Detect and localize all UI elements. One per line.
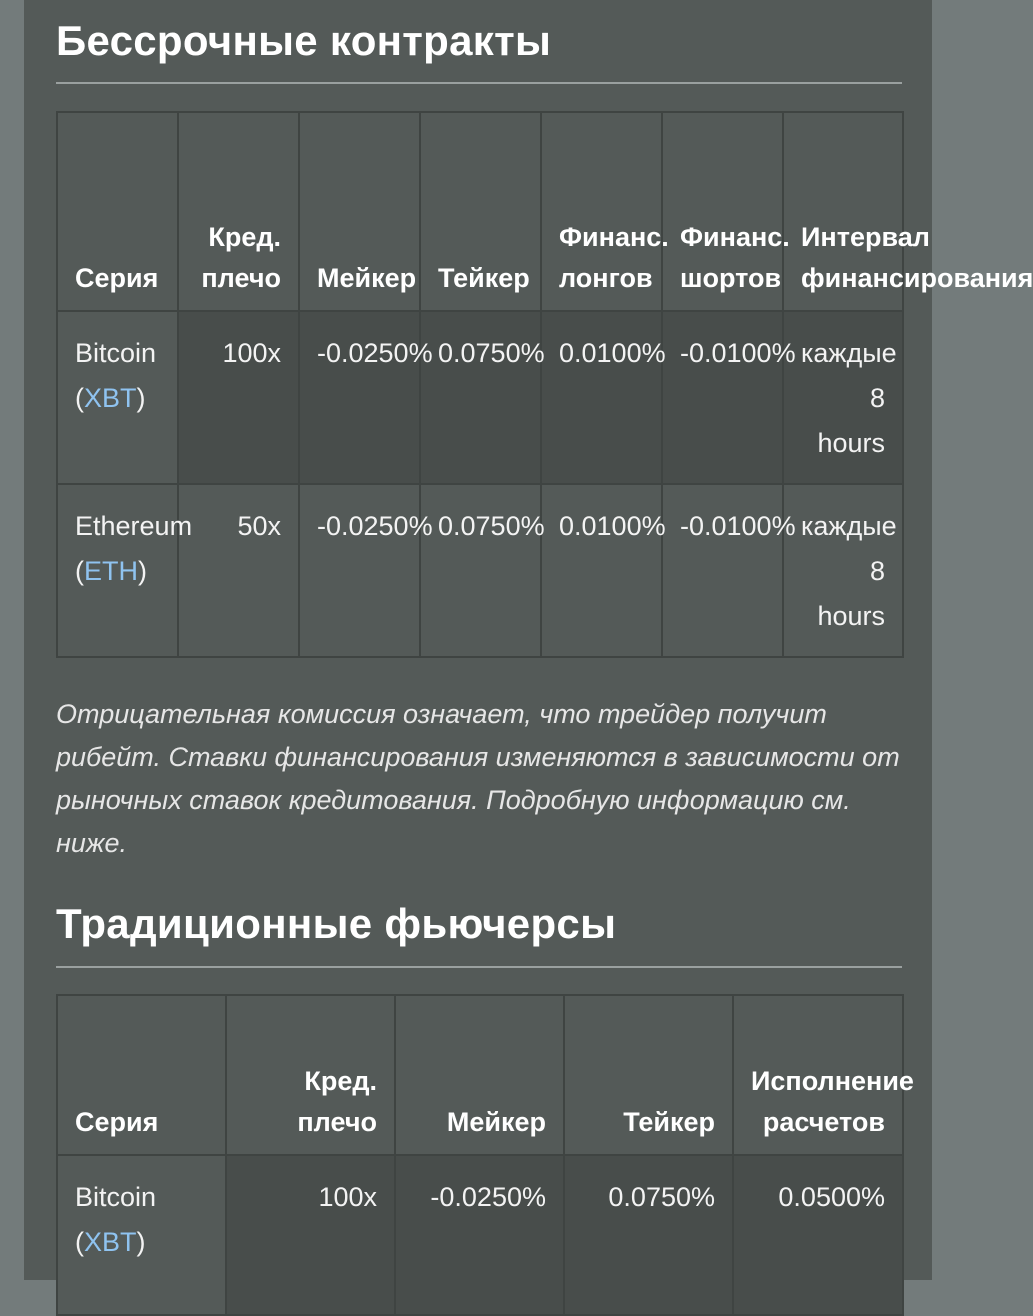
header-settlement: Исполнение расчетов (733, 995, 903, 1155)
header-funding-interval: Интервал финансирования (783, 112, 903, 311)
settlement-cell: 0.0500% (733, 1155, 903, 1315)
header-funding-short: Финанс. шортов (662, 112, 783, 311)
leverage-cell: 100x (178, 311, 299, 484)
funding-short-cell: -0.0100% (662, 311, 783, 484)
leverage-cell: 50x (178, 484, 299, 657)
interval-cell: каждые 8 hours (783, 484, 903, 657)
page-panel (24, 0, 1033, 1280)
maker-cell: -0.0250% (299, 484, 420, 657)
fee-note: Отрицательная комиссия означает, что трейдер получит рибейт. Ставки финансирования изменяются в зависимости от рыночных ставок кредитования. Подробную информацию см. ниже. (56, 699, 900, 858)
perpetual-table (56, 111, 1033, 658)
series-name: Bitcoin (75, 1182, 157, 1212)
series-name: Bitcoin (75, 338, 157, 368)
ticker-link[interactable]: XBT (84, 383, 137, 413)
maker-cell: -0.0250% (299, 311, 420, 484)
series-cell: Ethereum (ETH) (57, 484, 178, 657)
maker-cell: -0.0250% (395, 1155, 564, 1315)
table-row (57, 311, 903, 484)
header-leverage: Кред. плечо (178, 112, 299, 311)
table-header-row (57, 112, 903, 311)
divider (56, 966, 902, 968)
ticker-link[interactable]: ETH (84, 556, 138, 586)
table-row (57, 1155, 903, 1315)
header-maker: Мейкер (299, 112, 420, 311)
series-cell: Bitcoin (XBT) (57, 1155, 226, 1315)
header-series: Серия (57, 112, 178, 311)
header-maker: Мейкер (395, 995, 564, 1155)
header-series: Серия (57, 995, 226, 1155)
series-cell: Bitcoin (XBT) (57, 311, 178, 484)
header-funding-long: Финанс. лонгов (541, 112, 662, 311)
perpetual-title: Бессрочные контракты (56, 17, 552, 64)
futures-table (56, 994, 914, 1316)
taker-cell: 0.0750% (420, 484, 541, 657)
interval-cell: каждые 8 hours (783, 311, 903, 484)
funding-long-cell: 0.0100% (541, 484, 662, 657)
ticker-link[interactable]: XBT (84, 1227, 137, 1257)
header-leverage: Кред. плечо (226, 995, 395, 1155)
taker-cell: 0.0750% (564, 1155, 733, 1315)
funding-long-cell: 0.0100% (541, 311, 662, 484)
funding-short-cell: -0.0100% (662, 484, 783, 657)
taker-cell: 0.0750% (420, 311, 541, 484)
divider (56, 82, 902, 84)
series-name: Ethereum (75, 511, 193, 541)
header-taker: Тейкер (564, 995, 733, 1155)
leverage-cell: 100x (226, 1155, 395, 1315)
table-header-row (57, 995, 903, 1155)
header-taker: Тейкер (420, 112, 541, 311)
futures-title: Традиционные фьючерсы (56, 900, 617, 947)
table-row (57, 484, 903, 657)
